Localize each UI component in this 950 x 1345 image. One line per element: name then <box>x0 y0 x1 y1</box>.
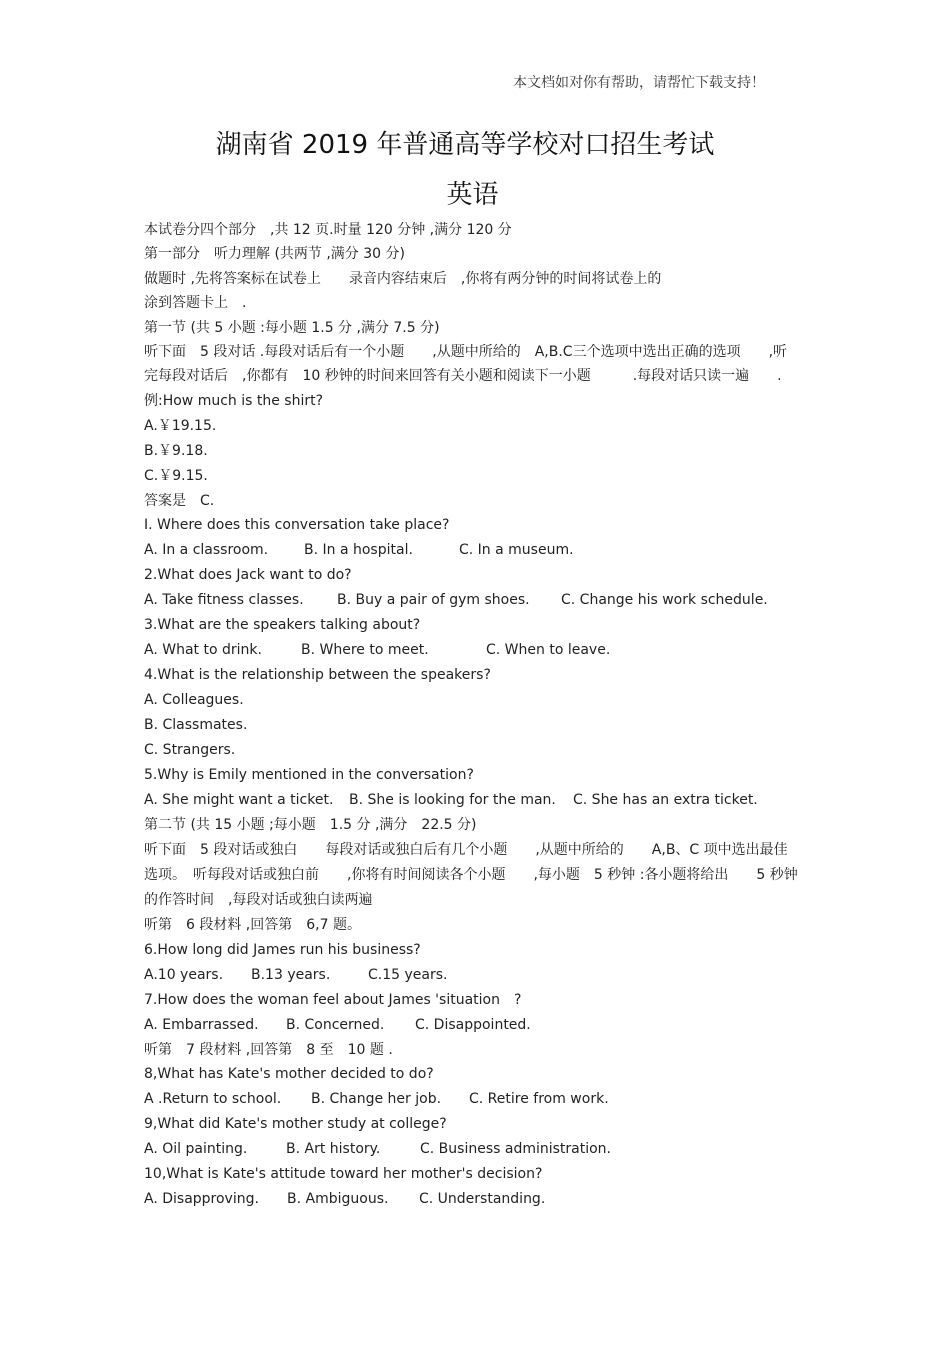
exam-body <box>144 218 816 1212</box>
question-options <box>144 1187 816 1212</box>
option: C. Strangers. <box>144 742 236 759</box>
question: 4.What is the relationship between the speakers? <box>144 667 491 684</box>
intro-line: 听下面 5 段对话 .每段对话后有一个小题 ,从题中所给的 A,B.C三个选项中选出正确的选项 ,听 <box>144 343 788 360</box>
example-option: B.￥9.18. <box>144 442 208 459</box>
example-question: 例:How much is the shirt? <box>144 392 324 409</box>
example-option: A.￥19.15. <box>144 417 217 434</box>
option: A. In a classroom. <box>144 542 269 559</box>
question-options <box>144 638 816 663</box>
option: C. Change his work schedule. <box>561 592 768 609</box>
option: C. Retire from work. <box>469 1090 609 1107</box>
option: A.10 years. <box>144 966 224 983</box>
intro-line: 第一节 (共 5 小题 :每小题 1.5 分 ,满分 7.5 分) <box>144 319 440 336</box>
question-options <box>144 788 816 813</box>
section2-heading: 第二节 (共 15 小题 ;每小题 1.5 分 ,满分 22.5 分) <box>144 817 477 834</box>
question: 5.Why is Emily mentioned in the conversation? <box>144 767 474 784</box>
question-options <box>144 1087 816 1112</box>
question: I. Where does this conversation take place? <box>144 517 450 534</box>
option: C. In a museum. <box>459 542 574 559</box>
intro-line: 本试卷分四个部分 ,共 12 页.时量 120 分钟 ,满分 120 分 <box>144 222 512 238</box>
option: B. Buy a pair of gym shoes. <box>337 592 530 609</box>
material-note: 听第 7 段材料 ,回答第 8 至 10 题 . <box>144 1041 393 1058</box>
option: B.13 years. <box>251 966 331 983</box>
question-options <box>144 1013 816 1038</box>
option: A. Disapproving. <box>144 1190 259 1207</box>
option: C. Business administration. <box>420 1140 612 1157</box>
option: B. Ambiguous. <box>287 1190 389 1207</box>
option: B. Art history. <box>286 1140 381 1157</box>
option: C. When to leave. <box>486 642 611 659</box>
option: A .Return to school. <box>144 1090 282 1107</box>
question: 9,What did Kate's mother study at college? <box>144 1115 447 1132</box>
question: 7.How does the woman feel about James 'situation ? <box>144 991 522 1008</box>
question-options <box>144 538 816 563</box>
material-note: 听第 6 段材料 ,回答第 6,7 题。 <box>144 916 361 933</box>
instruction-line: 的作答时间 ,每段对话或独白读两遍 <box>144 891 373 908</box>
option: C. She has an extra ticket. <box>573 792 758 809</box>
exam-subject: 英语 <box>446 180 499 210</box>
option: C. Disappointed. <box>415 1016 531 1033</box>
option: B. Where to meet. <box>301 642 429 659</box>
option: A. Take fitness classes. <box>144 592 304 609</box>
exam-title: 湖南省 2019 年普通高等学校对口招生考试 <box>215 130 715 160</box>
intro-line: 做题时 ,先将答案标在试卷上 录音内容结束后 ,你将有两分钟的时间将试卷上的 <box>144 270 662 287</box>
intro-line: 第一部分 听力理解 (共两节 ,满分 30 分) <box>144 246 405 263</box>
question: 10,What is Kate's attitude toward her mother's decision? <box>144 1165 543 1182</box>
question: 8,What has Kate's mother decided to do? <box>144 1065 434 1082</box>
header-note: 本文档如对你有帮助，请帮忙下载支持！ <box>513 75 765 91</box>
question-options <box>144 963 816 988</box>
question: 6.How long did James run his business? <box>144 941 421 958</box>
option: B. Change her job. <box>311 1090 442 1107</box>
option: A. She might want a ticket. <box>144 792 334 809</box>
option: B. Classmates. <box>144 717 248 734</box>
question-options <box>144 588 816 613</box>
option: A. Oil painting. <box>144 1140 248 1157</box>
option: C.15 years. <box>368 966 448 983</box>
option: B. In a hospital. <box>304 542 413 559</box>
question: 3.What are the speakers talking about? <box>144 617 421 634</box>
option: C. Understanding. <box>419 1190 546 1207</box>
example-option: C.￥9.15. <box>144 467 208 484</box>
instruction-line: 选项。 听每段对话或独白前 ,你将有时间阅读各个小题 ,每小题 5 秒钟 :各小题将给出 5 秒钟 <box>144 866 798 883</box>
option: B. Concerned. <box>286 1016 385 1033</box>
option: B. She is looking for the man. <box>349 792 556 809</box>
option: A. Colleagues. <box>144 692 244 709</box>
question-options <box>144 1137 816 1162</box>
example-answer: 答案是 C. <box>144 492 215 509</box>
intro-line: 完每段对话后 ,你都有 10 秒钟的时间来回答有关小题和阅读下一小题 .每段对话只读一遍 . <box>144 368 782 385</box>
instruction-line: 听下面 5 段对话或独白 每段对话或独白后有几个小题 ,从题中所给的 A,B、C 项中选出最佳 <box>144 841 788 858</box>
option: A. What to drink. <box>144 642 262 659</box>
question: 2.What does Jack want to do? <box>144 567 352 584</box>
option: A. Embarrassed. <box>144 1016 259 1033</box>
intro-line: 涂到答题卡上 . <box>144 295 247 312</box>
